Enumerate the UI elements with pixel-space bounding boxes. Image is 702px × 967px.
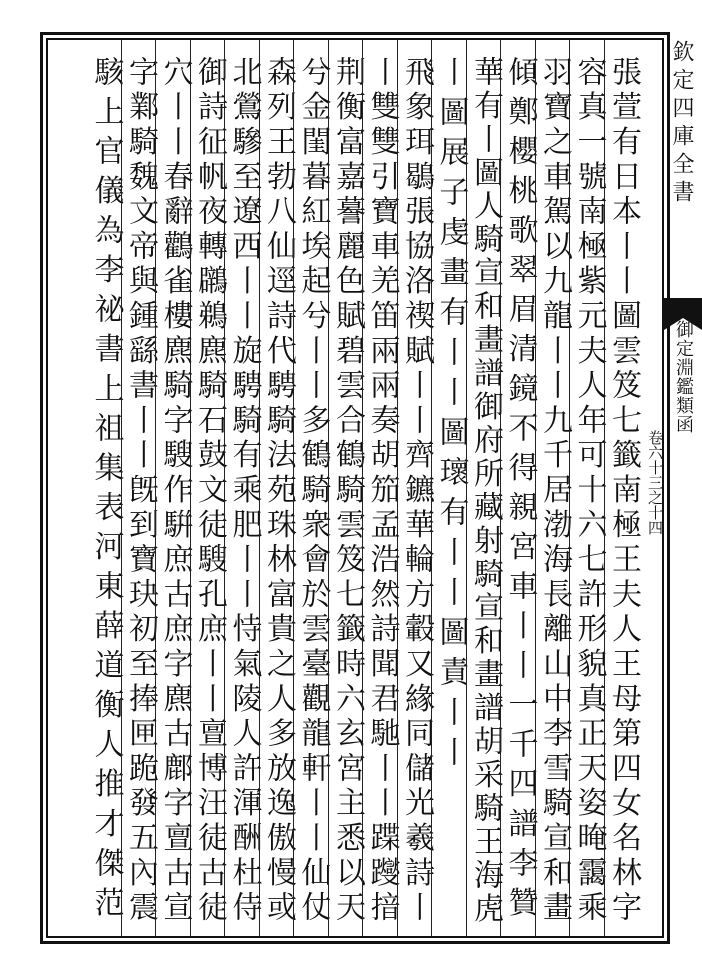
text-column-8: 丨雙雙引寶車羌笛兩兩奏胡笳孟浩然詩聞君馳丨丨蹀躞揞 <box>364 56 400 926</box>
column-rule <box>259 40 260 936</box>
text-column-9: 荆衡富嘉謩麗色賦碧雲合鶴騎雲笈七籤時六玄宮主悉以天 <box>330 56 365 926</box>
text-column-3: 羽寶之車駕以九龍丨丨九千居渤海長離山中李雪騎宣和畫 <box>537 56 572 926</box>
column-rule <box>293 40 294 936</box>
column-rule <box>569 40 570 936</box>
column-rule <box>466 40 467 936</box>
text-column-6: 丨圖展子虔畫有丨丨圖瓌有丨丨圖責丨丨 <box>433 56 469 776</box>
book-subtitle: 御定淵鑑類函 <box>673 320 694 434</box>
text-column-16: 駭上官儀為李祕書上祖集表河東薛道衡人推才傑范 <box>88 56 124 926</box>
text-column-10: 兮金閨暮紅埃起兮丨丨多鶴騎衆會於雲臺觀龍軒丨丨仙仗 <box>295 56 331 926</box>
column-rule <box>604 40 605 936</box>
text-column-13: 御詩征帆夜轉鸊鵜麃騎石鼓文徒騪孔庶丨丨亶博汪徒古徒 <box>192 56 227 926</box>
column-rule <box>500 40 501 936</box>
column-rule <box>190 40 191 936</box>
fish-tail-mark <box>664 298 702 318</box>
text-column-5: 華有丨圖人騎宣和畫譜御府所藏射騎宣和畫譜胡采騎王海虎 <box>468 56 503 926</box>
text-column-15: 字鄴騎魏文帝與鍾繇書丨丨旣到寶玦初至捧匣跪發五內震 <box>123 56 158 926</box>
column-rule <box>328 40 329 936</box>
text-column-2: 容真一號南極紫元夫人年可十六七許形貌真正天姿晻靄乘 <box>571 56 607 926</box>
column-rule <box>397 40 398 936</box>
column-rule <box>431 40 432 936</box>
column-rule <box>155 40 156 936</box>
column-rule <box>224 40 225 936</box>
book-title: 欽定四庫全書 <box>669 40 694 208</box>
column-rule <box>362 40 363 936</box>
juan-number: 卷六十三之十四 <box>646 430 664 535</box>
text-column-4: 傾鄭櫻桃歌翠眉清鏡不得親宮車丨丨一千四譜李贊 <box>502 56 538 926</box>
text-column-7: 飛象珥鶡張協洛禊賦丨丨齊鑣華輪方轂又緣同儲光羲詩丨 <box>399 56 434 926</box>
column-rule <box>535 40 536 936</box>
column-rule <box>121 40 122 936</box>
text-column-1: 張萱有日本丨丨圖雲笈七籤南極王夫人王母第四女名林字 <box>606 56 641 926</box>
text-column-14: 穴丨丨春辭鸛雀樓麃騎字騪作騈庶古庶字麃古鄜字亶古宣 <box>157 56 193 926</box>
text-column-11: 森列王勃八仙逕詩代騁騎法苑珠林富貴之人多放逸傲慢或 <box>261 56 296 926</box>
text-column-12: 北鶯驂至遼西丨丨旋騁騎有乘肥丨丨恃氣陵人許渾酬杜侍 <box>226 56 262 926</box>
